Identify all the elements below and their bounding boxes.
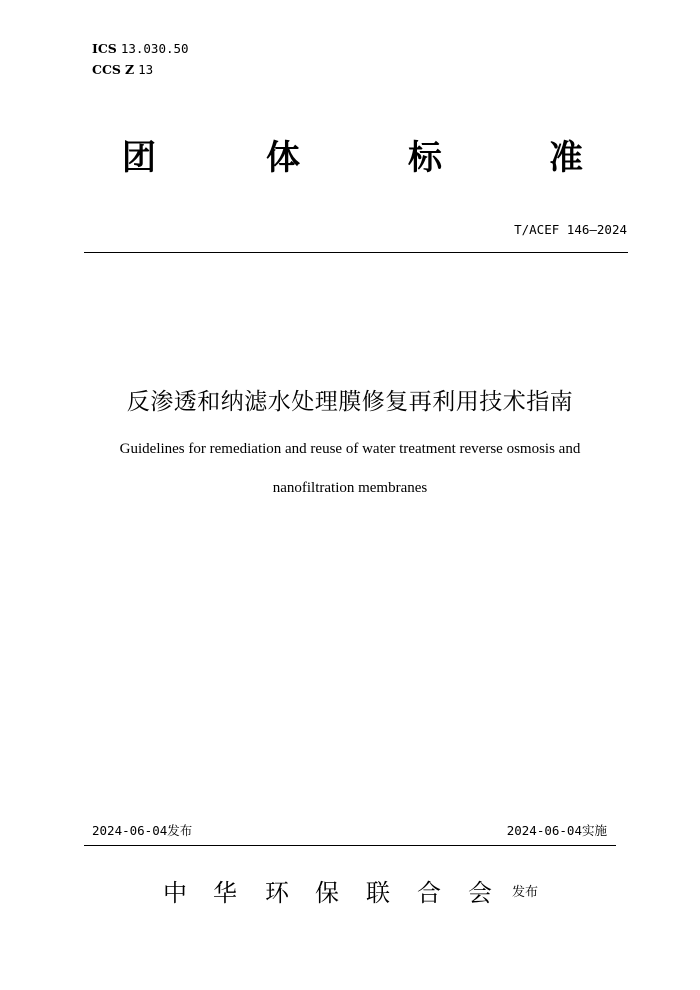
implement-label: 实施 [581,823,607,838]
issuer-char-1: 中 [163,879,187,907]
title-char-3: 标 [408,138,442,178]
ics-code: 13.030.50 [120,41,189,56]
ics-label: ICS [92,41,117,56]
implement-date: 2024-06-04 [506,823,582,838]
publish-label: 发布 [167,823,193,838]
ccs-letter: Z [124,62,135,77]
document-title-chinese: 反渗透和纳滤水处理膜修复再利用技术指南 [126,389,574,415]
publish-date-line [92,823,192,839]
standard-number: T/ACEF 146—2024 [514,222,627,237]
issuer-char-6: 合 [417,879,441,907]
document-title-english-line1: Guidelines for remediation and reuse of water treatment reverse osmosis and [119,441,581,457]
standard-type-title [0,134,700,182]
issuer-suffix: 发布 [512,885,539,900]
publish-date: 2024-06-04 [92,823,168,838]
implement-date-line [507,823,607,839]
issuer-char-7: 会 [468,879,492,907]
title-char-4: 准 [549,138,583,178]
title-char-1: 团 [122,138,156,178]
ccs-code: 13 [138,62,154,77]
issuer-char-5: 联 [366,879,390,907]
bottom-divider [84,845,616,846]
document-title-english-line2: nanofiltration membranes [272,480,428,496]
ccs-classification [92,62,153,78]
ccs-label: CCS [92,62,121,77]
top-divider [84,252,628,253]
issuer-char-2: 华 [213,879,237,907]
title-char-2: 体 [266,138,300,178]
ics-classification [92,41,189,57]
issuer-char-3: 环 [265,879,289,907]
issuer-line [0,876,700,910]
issuer-char-4: 保 [315,879,339,907]
